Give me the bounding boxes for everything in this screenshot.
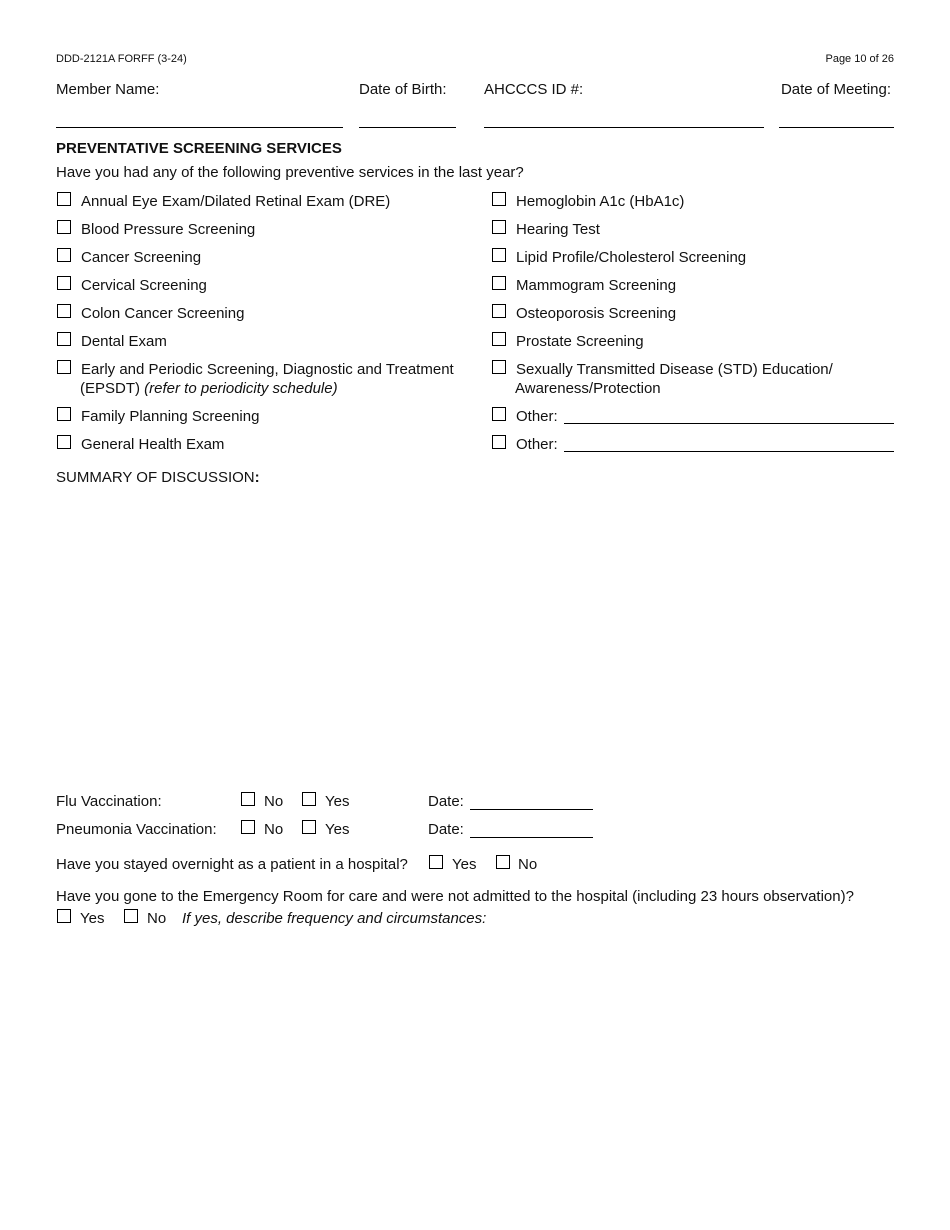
other-field[interactable] — [564, 423, 894, 424]
screening-item-label: Annual Eye Exam/Dilated Retinal Exam (DRE) — [81, 193, 391, 210]
er-note: If yes, describe frequency and circumstances: — [182, 910, 487, 927]
hospital-no-label: No — [518, 856, 538, 873]
er-no-checkbox[interactable] — [124, 909, 138, 923]
screening-item-label: Lipid Profile/Cholesterol Screening — [516, 249, 747, 266]
checkbox[interactable] — [492, 248, 506, 262]
checkbox[interactable] — [57, 360, 71, 374]
screening-item-label: Prostate Screening — [516, 333, 644, 350]
screening-item-label: Cancer Screening — [81, 249, 202, 266]
page-number: Page 10 of 26 — [825, 53, 894, 65]
er-no-label: No — [147, 910, 167, 927]
screening-item-label: Colon Cancer Screening — [81, 305, 245, 322]
screening-item-label: Family Planning Screening — [81, 408, 260, 425]
screening-item-label: Blood Pressure Screening — [81, 221, 256, 238]
dob-field[interactable] — [359, 127, 456, 128]
checkbox[interactable] — [57, 435, 71, 449]
hospital-question: Have you stayed overnight as a patient in a hospital? — [56, 856, 408, 873]
checkbox[interactable] — [492, 360, 506, 374]
other-field[interactable] — [564, 451, 894, 452]
checkbox[interactable] — [57, 304, 71, 318]
pneumonia-date-field[interactable] — [470, 837, 593, 838]
checkbox[interactable] — [492, 407, 506, 421]
checkbox[interactable] — [57, 407, 71, 421]
checkbox[interactable] — [57, 332, 71, 346]
er-yes-checkbox[interactable] — [57, 909, 71, 923]
hospital-yes-checkbox[interactable] — [429, 855, 443, 869]
checkbox[interactable] — [492, 435, 506, 449]
pneumonia-yes-label: Yes — [325, 821, 350, 838]
form-id: DDD-2121A FORFF (3-24) — [56, 53, 187, 65]
section-question: Have you had any of the following preventive services in the last year? — [56, 164, 524, 181]
flu-vaccination-label: Flu Vaccination: — [56, 793, 162, 810]
checkbox[interactable] — [57, 220, 71, 234]
other-label: Other: — [516, 408, 558, 425]
hospital-no-checkbox[interactable] — [496, 855, 510, 869]
screening-item-label: Hearing Test — [516, 221, 600, 238]
ahcccs-id-field[interactable] — [484, 127, 764, 128]
screening-item-label: Cervical Screening — [81, 277, 207, 294]
flu-yes-checkbox[interactable] — [302, 792, 316, 806]
screening-item-label: General Health Exam — [81, 436, 225, 453]
pneumonia-yes-checkbox[interactable] — [302, 820, 316, 834]
screening-item-label: Early and Periodic Screening, Diagnostic and Treatment — [81, 361, 454, 378]
checkbox[interactable] — [57, 192, 71, 206]
ahcccs-id-label: AHCCCS ID #: — [484, 81, 584, 98]
other-label: Other: — [516, 436, 558, 453]
member-name-label: Member Name: — [56, 81, 160, 98]
checkbox[interactable] — [57, 248, 71, 262]
checkbox[interactable] — [57, 276, 71, 290]
meeting-date-field[interactable] — [779, 127, 894, 128]
checkbox[interactable] — [492, 276, 506, 290]
section-title: PREVENTATIVE SCREENING SERVICES — [56, 140, 342, 157]
screening-item-label: Osteoporosis Screening — [516, 305, 677, 322]
screening-item-label-line2: (EPSDT) (refer to periodicity schedule) — [80, 380, 338, 397]
pneumonia-date-label: Date: — [428, 821, 464, 838]
flu-no-checkbox[interactable] — [241, 792, 255, 806]
flu-yes-label: Yes — [325, 793, 350, 810]
summary-heading: SUMMARY OF DISCUSSION: — [56, 469, 260, 486]
screening-item-label-line2: Awareness/Protection — [515, 380, 661, 397]
checkbox[interactable] — [492, 332, 506, 346]
checkbox[interactable] — [492, 192, 506, 206]
flu-date-field[interactable] — [470, 809, 593, 810]
summary-area[interactable] — [56, 492, 894, 782]
flu-date-label: Date: — [428, 793, 464, 810]
hospital-yes-label: Yes — [452, 856, 477, 873]
member-name-field[interactable] — [56, 127, 343, 128]
screening-item-label: Mammogram Screening — [516, 277, 677, 294]
screening-item-label: Sexually Transmitted Disease (STD) Education/ — [516, 361, 833, 378]
flu-no-label: No — [264, 793, 284, 810]
periodicity-note: (refer to periodicity schedule) — [144, 380, 338, 397]
er-description-area[interactable] — [56, 935, 894, 1185]
checkbox[interactable] — [492, 304, 506, 318]
er-yes-label: Yes — [80, 910, 105, 927]
dob-label: Date of Birth: — [359, 81, 447, 98]
pneumonia-vaccination-label: Pneumonia Vaccination: — [56, 821, 217, 838]
screening-item-label: Hemoglobin A1c (HbA1c) — [516, 193, 685, 210]
screening-item-label: Dental Exam — [81, 333, 167, 350]
pneumonia-no-checkbox[interactable] — [241, 820, 255, 834]
er-question: Have you gone to the Emergency Room for care and were not admitted to the hospital (including 23 hours observation)? — [56, 888, 854, 905]
checkbox[interactable] — [492, 220, 506, 234]
pneumonia-no-label: No — [264, 821, 284, 838]
meeting-date-label: Date of Meeting: — [780, 81, 891, 98]
